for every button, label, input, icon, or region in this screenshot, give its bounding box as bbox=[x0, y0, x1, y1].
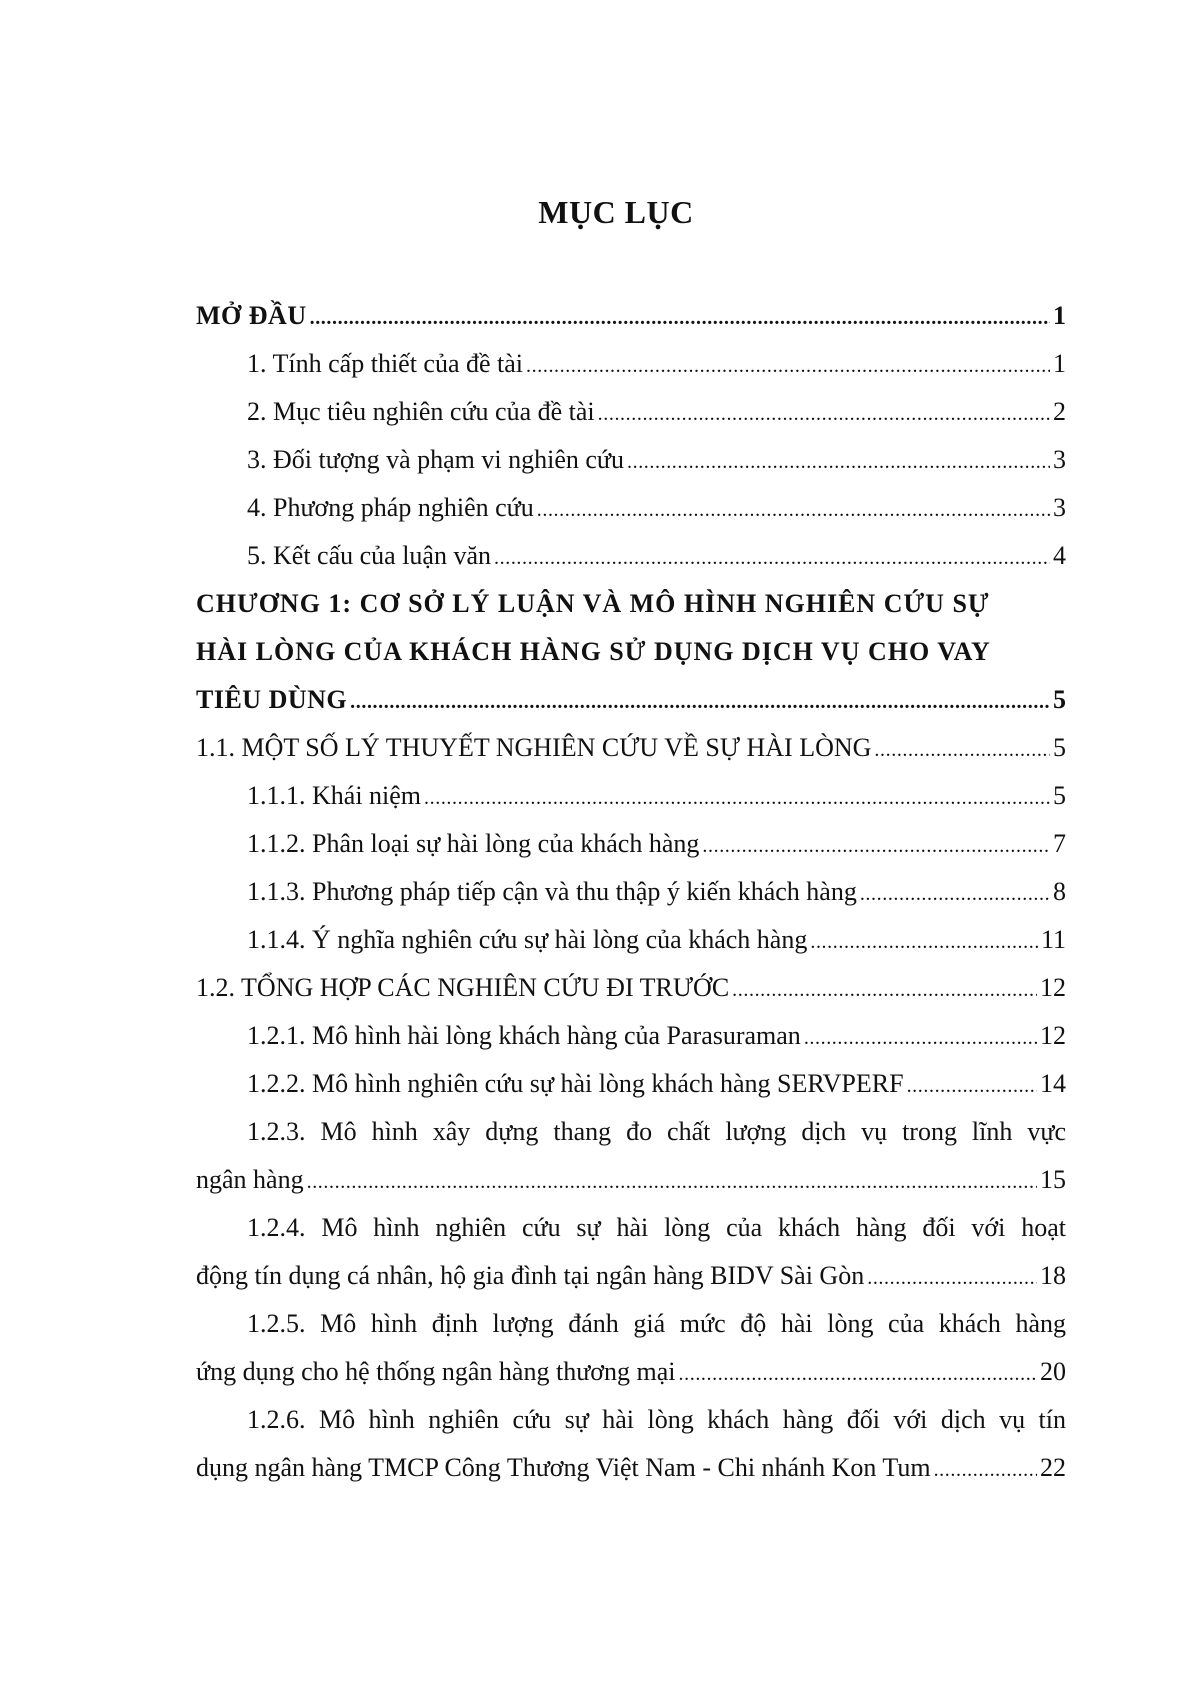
toc-entry bbox=[247, 1060, 1066, 1108]
toc-entry-text: ngân hàng bbox=[196, 1165, 304, 1194]
dot-leader bbox=[804, 1014, 1037, 1062]
toc-entry-text: 1.2.2. Mô hình nghiên cứu sự hài lòng khách hàng SERVPERF bbox=[247, 1069, 904, 1098]
dot-leader bbox=[702, 822, 1050, 870]
toc-entry-text: MỞ ĐẦU bbox=[196, 301, 307, 330]
toc-page-number: 12 bbox=[1040, 1021, 1066, 1050]
toc-entry bbox=[247, 868, 1066, 916]
toc-chapter-heading-line: CHƯƠNG 1: CƠ SỞ LÝ LUẬN VÀ MÔ HÌNH NGHIÊN CỨU SỰ bbox=[196, 589, 990, 618]
toc-entry-text: 1.1.4. Ý nghĩa nghiên cứu sự hài lòng của khách hàng bbox=[247, 925, 808, 954]
dot-leader bbox=[424, 774, 1050, 822]
toc-entry-text: 1.1. MỘT SỐ LÝ THUYẾT NGHIÊN CỨU VỀ SỰ HÀI LÒNG bbox=[196, 733, 872, 762]
toc-entry-text: 3. Đối tượng và phạm vi nghiên cứu bbox=[247, 445, 624, 474]
toc-page-number: 15 bbox=[1040, 1165, 1066, 1194]
toc-entry-text: 1.2.1. Mô hình hài lòng khách hàng của Parasuraman bbox=[247, 1021, 801, 1050]
toc-entry bbox=[196, 1444, 1066, 1492]
dot-leader bbox=[598, 390, 1050, 438]
toc-page-number: 18 bbox=[1040, 1261, 1066, 1290]
toc-entry-text: 1.1.2. Phân loại sự hài lòng của khách hàng bbox=[247, 829, 700, 858]
toc-entry-text: 1. Tính cấp thiết của đề tài bbox=[247, 349, 524, 378]
toc-page-number: 5 bbox=[1053, 685, 1066, 714]
toc-page-number: 3 bbox=[1053, 493, 1066, 522]
dot-leader bbox=[732, 966, 1037, 1014]
toc-entry-wrapped-line: 1.2.5. Mô hình định lượng đánh giá mức độ hài lòng của khách hàng bbox=[247, 1309, 1066, 1338]
toc-entry bbox=[196, 724, 1066, 772]
toc-page-number: 3 bbox=[1053, 445, 1066, 474]
dot-leader bbox=[526, 342, 1050, 390]
dot-leader bbox=[310, 294, 1050, 342]
toc-entry-text: 4. Phương pháp nghiên cứu bbox=[247, 493, 534, 522]
toc-entry bbox=[247, 340, 1066, 388]
toc-page-number: 5 bbox=[1053, 733, 1066, 762]
toc-entry-text: ứng dụng cho hệ thống ngân hàng thương mại bbox=[196, 1357, 676, 1386]
toc-entry bbox=[196, 292, 1066, 340]
toc-page-number: 14 bbox=[1040, 1069, 1066, 1098]
toc-entry-text: 1.2. TỔNG HỢP CÁC NGHIÊN CỨU ĐI TRƯỚC bbox=[196, 973, 730, 1002]
toc-page-number: 1 bbox=[1053, 301, 1066, 330]
toc-page-number: 4 bbox=[1053, 541, 1066, 570]
toc-entry bbox=[247, 772, 1066, 820]
dot-leader bbox=[350, 678, 1050, 726]
toc-entry-text: TIÊU DÙNG bbox=[196, 685, 348, 714]
toc-entry-wrapped-line: 1.2.6. Mô hình nghiên cứu sự hài lòng khách hàng đối với dịch vụ tín bbox=[247, 1405, 1066, 1434]
toc-page-number: 22 bbox=[1040, 1453, 1066, 1482]
toc-entry-text: 1.1.3. Phương pháp tiếp cận và thu thập ý kiến khách hàng bbox=[247, 877, 857, 906]
toc-page-number: 20 bbox=[1040, 1357, 1066, 1386]
toc-entry bbox=[196, 676, 1066, 724]
dot-leader bbox=[867, 1254, 1037, 1302]
dot-leader bbox=[810, 918, 1038, 966]
toc-entry-wrapped-line: 1.2.3. Mô hình xây dựng thang đo chất lượng dịch vụ trong lĩnh vực bbox=[247, 1117, 1066, 1146]
toc-entry bbox=[247, 436, 1066, 484]
toc-entry bbox=[247, 820, 1066, 868]
dot-leader bbox=[537, 486, 1050, 534]
toc-page-number: 11 bbox=[1040, 925, 1066, 954]
toc-entry bbox=[247, 388, 1066, 436]
toc-entry bbox=[247, 532, 1066, 580]
toc-entry bbox=[247, 484, 1066, 532]
toc-page-number: 5 bbox=[1053, 781, 1066, 810]
toc-entry bbox=[247, 916, 1066, 964]
toc-entry-text: 5. Kết cấu của luận văn bbox=[247, 541, 492, 570]
dot-leader bbox=[907, 1062, 1037, 1110]
toc-entry bbox=[196, 1348, 1066, 1396]
dot-leader bbox=[679, 1350, 1037, 1398]
toc-page-number: 7 bbox=[1053, 829, 1066, 858]
dot-leader bbox=[934, 1446, 1037, 1494]
toc-page-number: 8 bbox=[1053, 877, 1066, 906]
toc-entry bbox=[196, 964, 1066, 1012]
toc-entry bbox=[196, 1252, 1066, 1300]
dot-leader bbox=[307, 1158, 1037, 1206]
toc-entry-text: dụng ngân hàng TMCP Công Thương Việt Nam - Chi nhánh Kon Tum bbox=[196, 1453, 931, 1482]
toc-entry bbox=[196, 1156, 1066, 1204]
toc-entry-text: 1.1.1. Khái niệm bbox=[247, 781, 422, 810]
toc-entry bbox=[247, 1012, 1066, 1060]
toc-entry-text: 2. Mục tiêu nghiên cứu của đề tài bbox=[247, 397, 595, 426]
page-title: MỤC LỤC bbox=[538, 194, 694, 230]
dot-leader bbox=[627, 438, 1050, 486]
toc-page-number: 1 bbox=[1053, 349, 1066, 378]
toc-page-number: 2 bbox=[1053, 397, 1066, 426]
toc-entry-text: động tín dụng cá nhân, hộ gia đình tại ngân hàng BIDV Sài Gòn bbox=[196, 1261, 865, 1290]
toc-chapter-heading-line: HÀI LÒNG CỦA KHÁCH HÀNG SỬ DỤNG DỊCH VỤ CHO VAY bbox=[196, 637, 991, 666]
toc-page-number: 12 bbox=[1040, 973, 1066, 1002]
dot-leader bbox=[860, 870, 1050, 918]
dot-leader bbox=[494, 534, 1050, 582]
dot-leader bbox=[874, 726, 1050, 774]
toc-entry-wrapped-line: 1.2.4. Mô hình nghiên cứu sự hài lòng của khách hàng đối với hoạt bbox=[247, 1213, 1066, 1242]
